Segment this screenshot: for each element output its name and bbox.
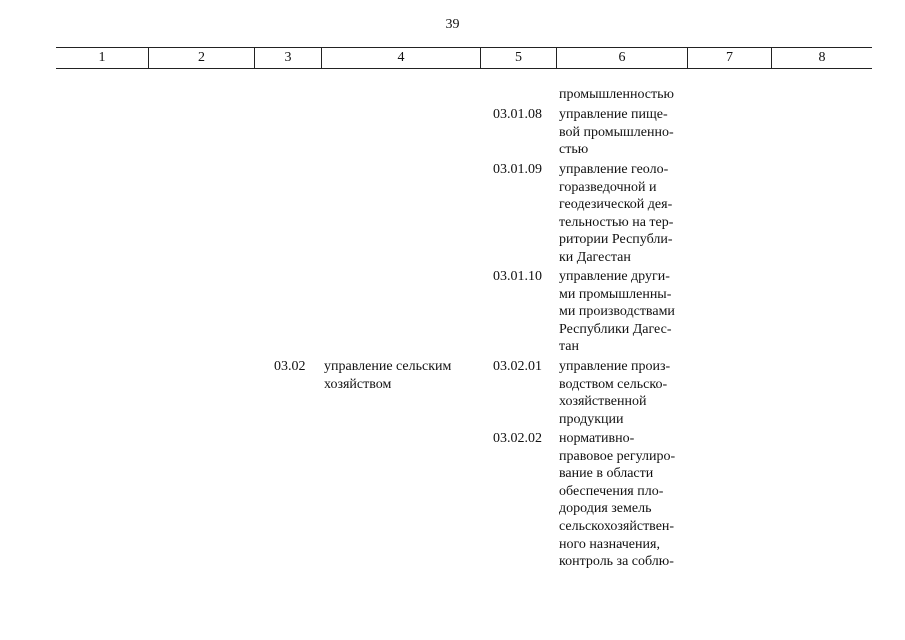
header-col-4: 4 <box>321 48 480 68</box>
row-3-name6-line-2: ми производствами <box>559 304 675 320</box>
row-3-name6-line-1: ми промышленны- <box>559 286 672 302</box>
row-2-code5: 03.01.09 <box>493 162 542 177</box>
row-3-code5: 03.01.10 <box>493 269 542 284</box>
row-4-name4-line-1: хозяйством <box>324 376 392 392</box>
row-5-code5: 03.02.02 <box>493 431 542 446</box>
row-5-name6-line-4: дородия земель <box>559 501 652 517</box>
row-0-name6-line-0: промышленностью <box>559 87 674 102</box>
row-4-code5: 03.02.01 <box>493 359 542 374</box>
row-2-name6-line-3: тельностью на тер- <box>559 214 674 230</box>
row-2-name6-line-1: горазведочной и <box>559 179 657 195</box>
row-3-name6-line-3: Республики Дагес- <box>559 321 672 337</box>
row-5-name6-line-5: сельскохозяйствен- <box>559 519 675 534</box>
row-5-name6-line-1: правовое регулиро- <box>559 448 676 464</box>
header-col-8: 8 <box>771 48 872 68</box>
row-5-name6-line-3: обеспечения пло- <box>559 483 664 499</box>
row-4-name6-line-2: хозяйственной <box>559 394 647 410</box>
row-4-name6-line-3: продукции <box>559 411 624 427</box>
row-1-code5: 03.01.08 <box>493 107 542 122</box>
row-1-name6-line-2: стью <box>559 142 589 158</box>
header-col-1: 1 <box>98 50 106 65</box>
header-col-6: 6 <box>556 48 687 68</box>
row-5-name6-line-0: нормативно- <box>559 431 635 446</box>
row-4-code3: 03.02 <box>274 359 306 374</box>
row-1-name6-line-1: вой промышленно- <box>559 124 674 140</box>
row-5-name6-line-7: контроль за соблю- <box>559 554 674 570</box>
header-col-7: 7 <box>687 48 771 68</box>
row-4-name4-line-0: управление сельским <box>324 359 452 374</box>
page-number: 39 <box>445 17 460 32</box>
row-4-name6-line-1: водством сельско- <box>559 376 668 392</box>
row-1-name6-line-0: управление пище- <box>559 107 668 122</box>
row-5-name6-line-2: вание в области <box>559 466 654 482</box>
header-col-3: 3 <box>254 48 321 68</box>
row-5-name6-line-6: ного назначения, <box>559 536 660 552</box>
row-2-name6-line-0: управление геоло- <box>559 162 669 177</box>
row-2-name6-line-4: ритории Республи- <box>559 232 673 248</box>
header-col-2: 2 <box>148 48 254 68</box>
header-col-5: 5 <box>480 48 556 68</box>
row-4-name6-line-0: управление произ- <box>559 359 671 374</box>
row-2-name6-line-2: геодезической дея- <box>559 197 673 213</box>
row-2-name6-line-5: ки Дагестан <box>559 250 631 265</box>
table-header-row <box>56 47 872 69</box>
row-3-name6-line-4: тан <box>559 339 579 355</box>
row-3-name6-line-0: управление други- <box>559 269 670 284</box>
